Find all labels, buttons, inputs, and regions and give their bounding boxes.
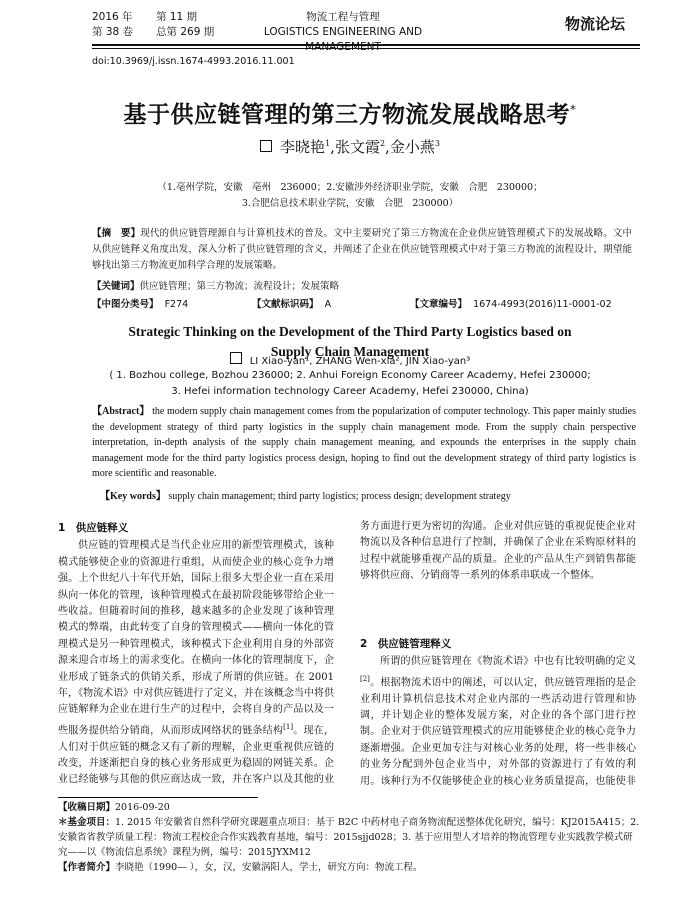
section-1-heading: 1 供应链释义 — [58, 522, 129, 534]
citation-1[interactable]: [1] — [283, 722, 294, 731]
header-rule — [92, 44, 640, 46]
abstract-en-label: 【Abstract】 — [92, 406, 150, 417]
keywords-en-text: supply chain management; third party logistics; process design; development strategy — [168, 491, 511, 502]
keywords-en — [100, 487, 640, 502]
section-1-text-cont-flow: 务方面进行更为密切的沟通。企业对供应链的重视促使企业对物流以及各种信息进行了控制，并确保了企业在采购原材料的过程中就能够重视产品的质量。企业的产品从生产到销售都能够将供应商、分销商等一系列的体系串联成一个整体。 — [360, 520, 636, 582]
author-sep: , — [385, 138, 390, 156]
doc-label: 【文献标识码】 — [252, 299, 319, 310]
volume: 第 38 卷 — [92, 26, 134, 38]
fund-text: 1. 2015 年安徽省自然科学研究课题重点项目：基于 B2C 中药材电子商务物流配送整体优化研究，编号：KJ2015A415；2. 安徽省省教学质量工程：物流工程校企合作实践教育基地，编号：2015sjjd028；3. 基于应用型人才培养的物流管理专业实践教学模式研究——以《物流信息系统》课程为例，编号：2015JYXM12 — [58, 817, 640, 858]
author-list — [0, 136, 700, 157]
author-2-sup: 2 — [379, 139, 386, 148]
section-1-continuation — [360, 520, 636, 636]
section-label: 物流论坛 — [565, 15, 626, 33]
section-2-text-cont: 。根据物流术语中的阐述，可以认定，供应链管理指的是企业利用计算机信息技术对企业内部的一些活动进行管理和协调，并计划企业的整体发展方案，对企业的各个部门进行控制。企业对于供应链管理模式的应用能够使企业的核心竞争力逐渐增强。企业更加专注与对核心业务的处理，将一些非核心的业务分配到外包企业当中，对外部的资源进行了有效的利用。该种行为不仅能够使企业的核心业务质量提高，也能使非 — [360, 677, 636, 787]
english-authors — [0, 352, 700, 367]
abstract-en — [92, 404, 636, 482]
author-2: 张文霞 — [334, 138, 380, 156]
english-authors-text: LI Xiao-yan¹, ZHANG Wen-xia², JIN Xiao-yan³ — [249, 356, 471, 367]
author-bio-text: 李晓艳（1990— ），女，汉，安徽涡阳人，学士，研究方向：物流工程。 — [115, 862, 423, 873]
abstract-cn — [92, 226, 632, 274]
clc-label: 【中图分类号】 — [92, 299, 159, 310]
received-value: 2016-09-20 — [115, 802, 170, 813]
affiliation-line-1: （1.亳州学院，安徽 亳州 236000；2.安徽涉外经济职业学院，安徽 合肥 230000； — [157, 182, 543, 193]
abstract-cn-label: 【摘 要】 — [92, 228, 141, 239]
english-affiliation-2: 3. Hefei information technology Career Academy, Hefei 230000, China) — [171, 386, 529, 397]
author-box-icon — [260, 140, 272, 152]
doc-value: A — [324, 299, 332, 310]
section-1-text: 供应链的管理模式是当代企业应用的新型管理模式，该种模式能够使企业的资源进行重组，从而使企业的核心竞争力增强。上个世纪八十年代开始，国际上很多大型企业一直在采用纵向一体化的管理，该种管理模式在最初阶段能够带给企业一些收益。但随着时间的推移，越来越多的企业发现了该种管理模式的弊端，由此转变了自身的管理模式——横向一体化的管理模式是另一种管理模式，该种模式下企业利用自身的外部资源来迎合市场上的需求变化。在横向一体化的管理制度下，企业形成了链条式的供销关系，形成了所谓的供应链。在 2001 年，《物流术语》中对供应链进行了定义，并在该概念当中将供应链解释为企业在进行生产的过程中，会将自身的产品以及一些服务提供给分销商，从而形成网络状的链条结构 — [58, 540, 334, 737]
total-issue: 总第 269 期 — [156, 26, 215, 38]
affiliation-line-2: 3.合肥信息技术职业学院，安徽 合肥 230000） — [241, 198, 459, 209]
journal-name-cn: 物流工程与管理 — [306, 11, 380, 23]
citation-2[interactable]: [2] — [360, 674, 370, 683]
keywords-en-label: 【Key words】 — [100, 491, 166, 502]
keywords-cn-label: 【关键词】 — [92, 281, 140, 292]
clc-value: F274 — [164, 299, 189, 310]
fund-note — [58, 815, 640, 860]
keywords-cn — [92, 279, 632, 295]
body-right-column — [360, 520, 636, 790]
received-date — [58, 800, 640, 815]
paper-title — [70, 96, 630, 129]
doc-code — [252, 296, 331, 310]
art-value: 1674-4993(2016)11-0001-02 — [473, 299, 612, 310]
abstract-cn-text: 现代的供应链管理源自与计算机技术的普及。文中主要研究了第三方物流在企业供应链管理模式下的发展战略。文中从供应链释义角度出发，深入分析了供应链管理的含义，并阐述了企业在供应链管理模式中对于第三方物流的流程设计，期望能够找出第三方物流更加科学合理的发展策略。 — [92, 228, 632, 271]
english-title-line-2: Supply Chain Management — [270, 344, 430, 359]
author-bio-label: 【作者简介】 — [58, 862, 116, 873]
year: 2016 年 — [92, 11, 133, 23]
section-1-text-cont: 。现在，人们对于供应链的概念又有了新的理解，企业更重视供应链的改变，并逐渐把自身的核心业务形成更为稳固的网链关系。企业已经能够与其他的供应商达成一致，并在客户以及其他的业 — [58, 725, 334, 786]
footnote-rule — [58, 797, 258, 798]
section-1-paragraph — [58, 538, 334, 790]
author-1-sup: 1 — [325, 139, 331, 148]
english-affiliation-1: ( 1. Bozhou college, Bozhou 236000; 2. Anhui Foreign Economy Career Academy, Hefei 230000; — [109, 370, 591, 381]
article-number — [410, 296, 612, 310]
title-text: 基于供应链管理的第三方物流发展战略思考 — [123, 102, 570, 128]
issue: 第 11 期 — [156, 11, 198, 23]
journal-name-en: LOGISTICS ENGINEERING AND MANAGEMENT — [263, 26, 423, 53]
english-title-line-1: Strategic Thinking on the Development of the Third Party Logistics based on — [128, 324, 572, 339]
clc — [92, 296, 188, 310]
art-label: 【文章编号】 — [410, 299, 468, 310]
author-3: 金小燕 — [389, 138, 435, 156]
section-2-text: 所谓的供应链管理在《物流术语》中也有比较明确的定义 — [380, 656, 636, 668]
footnotes — [58, 800, 640, 875]
title-footnote-mark: * — [570, 102, 577, 117]
fund-label: ＊基金项目： — [58, 817, 116, 828]
body-left-column — [58, 520, 334, 790]
keywords-cn-text: 供应链管理；第三方物流；流程设计；发展策略 — [139, 281, 340, 292]
author-box-icon — [230, 352, 242, 364]
section-1-paragraph-flow — [360, 520, 636, 584]
author-1: 李晓艳 — [280, 138, 326, 156]
author-3-sup: 3 — [434, 139, 440, 148]
received-label: 【收稿日期】 — [58, 802, 116, 813]
section-2-paragraph — [360, 654, 636, 790]
header-rule-thin — [92, 48, 640, 49]
section-2-heading: 2 供应链管理释义 — [360, 638, 452, 650]
doi: doi:10.3969/j.issn.1674-4993.2016.11.001 — [92, 56, 295, 67]
author-bio — [58, 860, 640, 875]
author-sep: , — [330, 138, 335, 156]
section-1-flow — [360, 520, 636, 584]
issue-info — [92, 10, 214, 40]
abstract-en-text: the modern supply chain management comes from the popularization of computer technology. This paper mainly studies the development strategy of third party logistics in the supply chain management mode. From the supply chain perspective interpretation, in-depth analysis of the supply chain management meaning, and expounds the enterprises in the supply chain management mode for the third party logistics process design, hoping to find out the development strategy of third party logistics is more scientific and reasonable. — [92, 406, 637, 479]
